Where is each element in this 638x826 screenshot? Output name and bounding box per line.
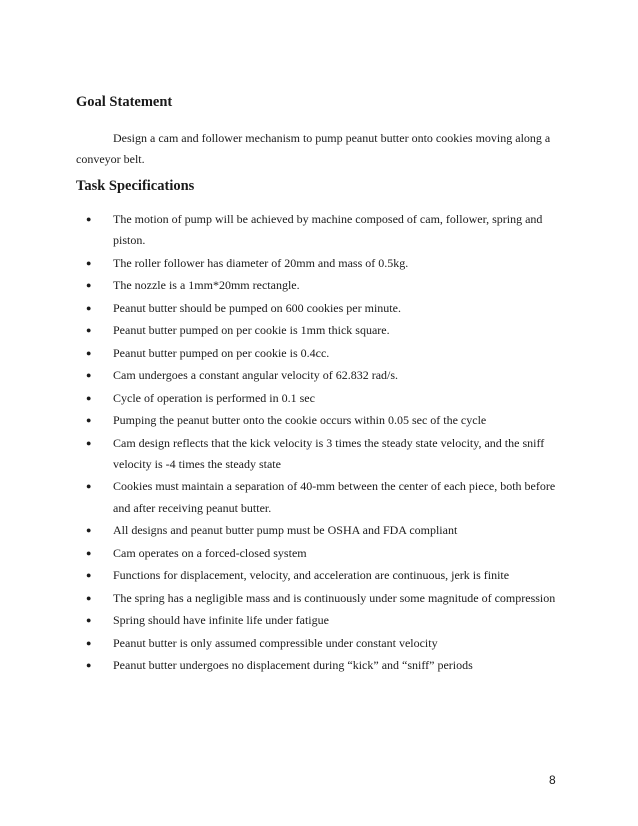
list-item	[76, 388, 566, 409]
bullet-icon: ●	[86, 280, 92, 291]
goal-statement-heading: Goal Statement	[76, 94, 173, 110]
list-item	[76, 610, 566, 631]
list-item	[76, 410, 566, 431]
list-item-text: The motion of pump will be achieved by machine composed of cam, follower, spring and piston.	[113, 212, 543, 248]
list-item-text: Cam undergoes a constant angular velocity of 62.832 rad/s.	[113, 368, 399, 383]
list-item-text: Spring should have infinite life under fatigue	[113, 613, 329, 628]
bullet-icon: ●	[86, 257, 92, 268]
bullet-icon: ●	[86, 615, 92, 626]
list-item-text: Peanut butter should be pumped on 600 cookies per minute.	[113, 300, 401, 315]
bullet-icon: ●	[86, 347, 92, 358]
bullet-icon: ●	[86, 547, 92, 558]
bullet-icon: ●	[86, 325, 92, 336]
list-item-text: The roller follower has diameter of 20mm and mass of 0.5kg.	[113, 255, 409, 270]
list-item	[76, 655, 566, 676]
task-specifications-heading: Task Specifications	[76, 178, 195, 194]
bullet-icon: ●	[86, 415, 92, 426]
list-item-text: Peanut butter pumped on per cookie is 1mm thick square.	[113, 323, 390, 338]
list-item	[76, 253, 566, 274]
list-item	[76, 365, 566, 386]
list-item	[76, 209, 566, 252]
list-item	[76, 433, 566, 476]
bullet-icon: ●	[86, 392, 92, 403]
list-item	[76, 588, 566, 609]
bullet-icon: ●	[86, 370, 92, 381]
list-item	[76, 543, 566, 564]
bullet-icon: ●	[86, 214, 92, 224]
list-item	[76, 275, 566, 296]
list-item	[76, 320, 566, 341]
list-item	[76, 565, 566, 586]
list-item-text: The nozzle is a 1mm*20mm rectangle.	[113, 278, 300, 293]
list-item-text: Pumping the peanut butter onto the cookie occurs within 0.05 sec of the cycle	[113, 413, 487, 428]
bullet-icon: ●	[86, 481, 92, 492]
task-specifications-list	[76, 209, 566, 678]
list-item-text: Cam design reflects that the kick velocity is 3 times the steady state velocity, and the sniff velocity is -4 times the steady state	[113, 435, 545, 471]
list-item-text: Peanut butter is only assumed compressible under constant velocity	[113, 635, 438, 650]
bullet-icon: ●	[86, 570, 92, 581]
list-item-text: Cam operates on a forced-closed system	[113, 545, 307, 560]
list-item	[76, 520, 566, 541]
list-item-text: Peanut butter pumped on per cookie is 0.4cc.	[113, 345, 330, 360]
bullet-icon: ●	[86, 302, 92, 313]
bullet-icon: ●	[86, 637, 92, 648]
list-item	[76, 298, 566, 319]
list-item-text: The spring has a negligible mass and is continuously under some magnitude of compression	[113, 590, 556, 605]
page-number: 8	[549, 773, 556, 787]
bullet-icon: ●	[86, 660, 92, 671]
list-item	[76, 633, 566, 654]
list-item	[76, 476, 566, 519]
list-item-text: Cycle of operation is performed in 0.1 sec	[113, 390, 315, 405]
list-item-text: Cookies must maintain a separation of 40-mm between the center of each piece, both before and after receiving peanut butter.	[113, 479, 556, 515]
list-item-text: Functions for displacement, velocity, and acceleration are continuous, jerk is finite	[113, 568, 510, 583]
list-item-text: Peanut butter undergoes no displacement during “kick” and “sniff” periods	[113, 658, 473, 673]
list-item-text: All designs and peanut butter pump must be OSHA and FDA compliant	[113, 523, 458, 538]
list-item	[76, 343, 566, 364]
bullet-icon: ●	[86, 592, 92, 603]
bullet-icon: ●	[86, 437, 92, 448]
goal-statement-text: Design a cam and follower mechanism to pump peanut butter onto cookies moving along a conveyor belt.	[76, 131, 551, 166]
bullet-icon: ●	[86, 525, 92, 536]
